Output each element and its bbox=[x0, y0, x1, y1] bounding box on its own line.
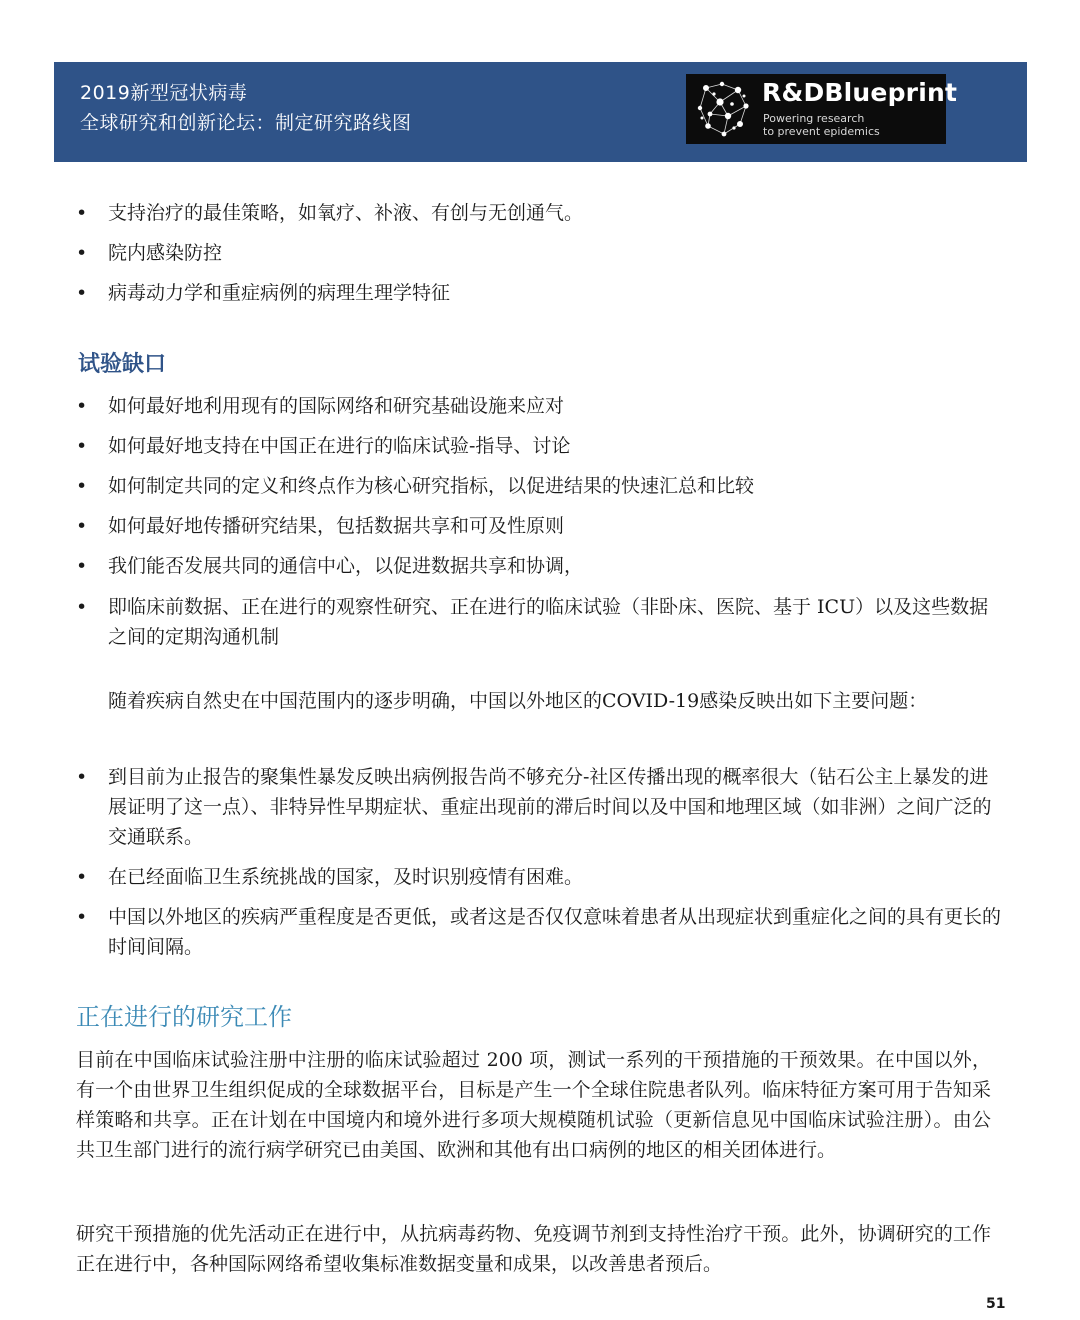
logo-wordmark: R&DBlueprint bbox=[762, 78, 958, 107]
list-item bbox=[76, 511, 1006, 541]
bullet-marker: • bbox=[76, 475, 88, 497]
list-item-text: 在已经面临卫生系统挑战的国家，及时识别疫情有困难。 bbox=[108, 866, 584, 888]
body-paragraph: 目前在中国临床试验注册中注册的临床试验超过 200 项，测试一系列的干预措施的干预效果。在中国以外，有一个由世界卫生组织促成的全球数据平台，目标是产生一个全球住院患者队列。临床特征方案可用于告知采样策略和共享。正在计划在中国境内和境外进行多项大规模随机试验（更新信息见中国临床试验注册）。由公共卫生部门进行的流行病学研究已由美国、欧洲和其他有出口病例的地区的相关团体进行。 bbox=[76, 1049, 991, 1161]
list-item bbox=[76, 862, 1006, 892]
logo-tagline-line1: Powering research bbox=[763, 112, 865, 125]
body-paragraph: 研究干预措施的优先活动正在进行中，从抗病毒药物、免疫调节剂到支持性治疗干预。此外，协调研究的工作正在进行中，各种国际网络希望收集标准数据变量和成果，以改善患者预后。 bbox=[76, 1223, 991, 1275]
list-item bbox=[76, 902, 1001, 962]
logo-tagline-line2: to prevent epidemics bbox=[763, 125, 880, 138]
bullet-marker: • bbox=[76, 596, 88, 618]
bullet-marker: • bbox=[76, 555, 88, 577]
list-item-text: 如何制定共同的定义和终点作为核心研究指标，以促进结果的快速汇总和比较 bbox=[108, 475, 755, 497]
bullet-marker: • bbox=[76, 906, 88, 928]
bullet-marker: • bbox=[76, 515, 88, 537]
page-number: 51 bbox=[986, 1296, 1006, 1312]
intro-paragraph: 随着疾病自然史在中国范围内的逐步明确，中国以外地区的COVID-19感染反映出如下主要问题： bbox=[108, 690, 928, 712]
bullet-marker: • bbox=[76, 395, 88, 417]
list-item bbox=[76, 238, 1006, 268]
header-banner bbox=[54, 62, 1027, 162]
list-item bbox=[76, 391, 1006, 421]
bullet-marker: • bbox=[76, 435, 88, 457]
list-item-text: 即临床前数据、正在进行的观察性研究、正在进行的临床试验（非卧床、医院、基于 ICU）以及这些数据之间的定期沟通机制 bbox=[108, 596, 989, 648]
list-item bbox=[76, 592, 1001, 652]
bullet-marker: • bbox=[76, 202, 88, 224]
list-item bbox=[76, 762, 1001, 852]
list-item bbox=[76, 431, 1006, 461]
list-item-text: 中国以外地区的疾病严重程度是否更低，或者这是否仅仅意味着患者从出现症状到重症化之间的具有更长的时间间隔。 bbox=[108, 906, 1002, 958]
bullet-marker: • bbox=[76, 766, 88, 788]
list-item-text: 到目前为止报告的聚集性暴发反映出病例报告尚不够充分-社区传播出现的概率很大（钻石公主上暴发的进展证明了这一点）、非特异性早期症状、重症出现前的滞后时间以及中国和地理区域（如非洲）之间广泛的交通联系。 bbox=[108, 766, 992, 848]
header-title-line2: 全球研究和创新论坛：制定研究路线图 bbox=[80, 112, 412, 134]
list-item bbox=[76, 551, 1006, 581]
header-title-line1: 2019新型冠状病毒 bbox=[80, 82, 248, 104]
list-item-text: 我们能否发展共同的通信中心，以促进数据共享和协调， bbox=[108, 555, 584, 577]
list-item-text: 院内感染防控 bbox=[108, 242, 223, 264]
bullet-marker: • bbox=[76, 282, 88, 304]
header-title bbox=[80, 78, 412, 138]
logo-tagline bbox=[763, 112, 880, 138]
list-item bbox=[76, 471, 1006, 501]
section-heading-trial-gaps: 试验缺口 bbox=[78, 352, 167, 377]
bullet-marker: • bbox=[76, 866, 88, 888]
section-heading-ongoing-research: 正在进行的研究工作 bbox=[76, 1003, 292, 1031]
list-item bbox=[76, 278, 1006, 308]
list-item-text: 支持治疗的最佳策略，如氧疗、补液、有创与无创通气。 bbox=[108, 202, 584, 224]
list-item-text: 如何最好地传播研究结果，包括数据共享和可及性原则 bbox=[108, 515, 565, 537]
list-item-text: 如何最好地利用现有的国际网络和研究基础设施来应对 bbox=[108, 395, 565, 417]
list-item-text: 如何最好地支持在中国正在进行的临床试验-指导、讨论 bbox=[108, 435, 571, 457]
bullet-marker: • bbox=[76, 242, 88, 264]
list-item-text: 病毒动力学和重症病例的病理生理学特征 bbox=[108, 282, 451, 304]
network-globe-icon bbox=[692, 78, 754, 140]
rd-blueprint-logo bbox=[686, 74, 958, 144]
list-item bbox=[76, 198, 1006, 228]
